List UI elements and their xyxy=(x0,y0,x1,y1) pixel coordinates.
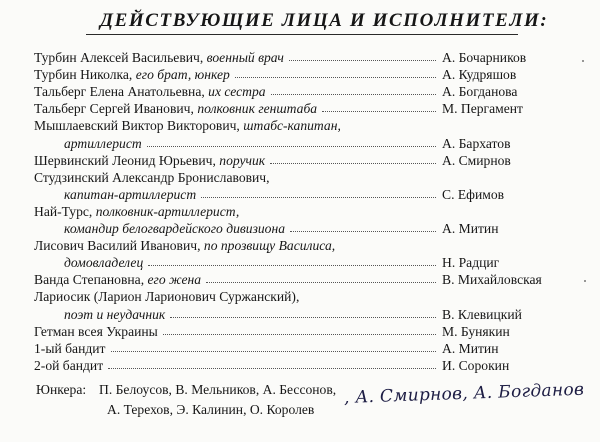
cast-row xyxy=(0,100,600,117)
cast-row xyxy=(0,117,600,134)
actor-name: А. Бархатов xyxy=(442,135,511,151)
cast-row xyxy=(0,152,600,169)
role-name: Гетман всея Украины xyxy=(34,323,158,339)
role-name: Лариосик (Ларион Ларионович Суржанский), xyxy=(34,289,300,305)
dotted-leader xyxy=(290,231,436,232)
actor-name: М. Пергамент xyxy=(442,101,523,117)
yunkera-section xyxy=(36,380,336,420)
role-text xyxy=(34,117,341,134)
role-text xyxy=(34,237,335,254)
role-description: его брат, юнкер xyxy=(135,67,230,83)
role-description: штабс-капитан, xyxy=(243,118,341,134)
role-name: Шервинский Леонид Юрьевич, xyxy=(34,152,216,168)
dotted-leader xyxy=(235,77,436,78)
role-text xyxy=(64,220,285,237)
handwritten-addition: , А. Смирнов, А. Богданов xyxy=(343,379,585,408)
print-speck xyxy=(582,60,584,62)
cast-row xyxy=(0,203,600,220)
dotted-leader xyxy=(270,163,436,164)
actor-name: Н. Радциг xyxy=(442,255,500,271)
role-name: 1-ый бандит xyxy=(34,340,106,356)
role-text xyxy=(34,66,230,83)
role-text xyxy=(34,357,103,374)
cast-row-continuation xyxy=(0,135,600,152)
actor-name: В. Михайловская xyxy=(442,272,542,288)
role-name: Студзинский Александр Брониславович, xyxy=(34,169,270,185)
cast-row xyxy=(0,288,600,305)
actor-name: А. Бочарников xyxy=(442,50,527,65)
cast-row-continuation xyxy=(0,306,600,323)
yunkera-names-1: П. Белоусов, В. Мельников, А. Бессонов, xyxy=(99,382,337,397)
page-title: ДЕЙСТВУЮЩИЕ ЛИЦА И ИСПОЛНИТЕЛИ: xyxy=(100,10,549,31)
cast-row xyxy=(0,83,600,100)
role-description-continued: командир белогвардейского дивизиона xyxy=(64,221,286,236)
dotted-leader xyxy=(322,111,436,112)
dotted-leader xyxy=(206,282,436,283)
role-text xyxy=(34,271,201,288)
role-name: Мышлаевский Виктор Викторович, xyxy=(34,118,240,134)
cast-row xyxy=(0,169,600,186)
cast-row xyxy=(0,357,600,374)
role-description: его жена xyxy=(147,272,202,288)
print-speck xyxy=(584,280,586,282)
role-description: полковник-артиллерист, xyxy=(95,203,240,219)
role-text xyxy=(34,152,265,169)
role-name: Лисович Василий Иванович, xyxy=(34,238,201,254)
role-name: Турбин Алексей Васильевич, xyxy=(34,50,204,65)
actor-name: В. Клевицкий xyxy=(442,306,522,322)
role-text xyxy=(34,83,266,100)
role-name: Тальберг Сергей Иванович, xyxy=(34,101,194,117)
title-underline xyxy=(86,34,518,35)
role-description-continued: капитан-артиллерист xyxy=(64,186,197,202)
actor-name: А. Смирнов xyxy=(442,152,511,168)
role-text xyxy=(34,169,270,186)
role-description-continued: поэт и неудачник xyxy=(64,306,166,322)
cast-row xyxy=(0,340,600,357)
dotted-leader xyxy=(271,94,436,95)
dotted-leader xyxy=(170,317,436,318)
role-name: Ванда Степановна, xyxy=(34,272,145,288)
role-name: Най-Турс, xyxy=(34,203,93,219)
yunkera-line-2 xyxy=(36,400,336,420)
cast-row xyxy=(0,49,600,66)
actor-name: А. Митин xyxy=(442,340,499,356)
dotted-leader xyxy=(201,197,436,198)
actor-name: С. Ефимов xyxy=(442,186,505,202)
dotted-leader xyxy=(163,334,436,335)
role-text xyxy=(34,340,106,357)
role-text xyxy=(64,186,196,203)
dotted-leader xyxy=(108,368,436,369)
cast-row xyxy=(0,66,600,83)
dotted-leader xyxy=(148,265,436,266)
dotted-leader xyxy=(111,351,436,352)
yunkera-line-1 xyxy=(36,380,336,400)
role-description: военный врач xyxy=(206,50,284,65)
role-text xyxy=(34,323,158,340)
actor-name: М. Бунякин xyxy=(442,323,510,339)
role-description-continued: артиллерист xyxy=(64,135,142,151)
cast-row-continuation xyxy=(0,220,600,237)
dotted-leader xyxy=(289,60,436,61)
yunkera-label: Юнкера: xyxy=(36,382,87,397)
dotted-leader xyxy=(147,146,436,147)
role-text xyxy=(34,49,284,66)
role-description: поручик xyxy=(219,152,266,168)
role-text xyxy=(34,203,239,220)
actor-name: А. Богданова xyxy=(442,84,518,100)
actor-name: А. Кудряшов xyxy=(442,67,517,83)
actor-name: И. Сорокин xyxy=(442,357,510,373)
yunkera-names-2: А. Терехов, Э. Калинин, О. Королев xyxy=(107,402,315,417)
role-name: 2-ой бандит xyxy=(34,357,104,373)
role-name: Тальберг Елена Анатольевна, xyxy=(34,84,205,100)
role-description: их сестра xyxy=(208,84,266,100)
cast-row xyxy=(0,237,600,254)
role-text xyxy=(64,135,142,152)
role-name: Турбин Николка, xyxy=(34,67,133,83)
role-description-continued: домовладелец xyxy=(64,255,144,271)
cast-row-continuation xyxy=(0,254,600,271)
cast-row xyxy=(0,323,600,340)
actor-name: А. Митин xyxy=(442,221,499,236)
role-text xyxy=(64,306,165,323)
role-text xyxy=(34,100,317,117)
role-text xyxy=(64,254,143,271)
role-text xyxy=(34,288,299,305)
cast-row xyxy=(0,271,600,288)
role-description: полковник генштаба xyxy=(197,101,318,117)
cast-row-continuation xyxy=(0,186,600,203)
role-description: по прозвищу Василиса, xyxy=(203,238,336,254)
